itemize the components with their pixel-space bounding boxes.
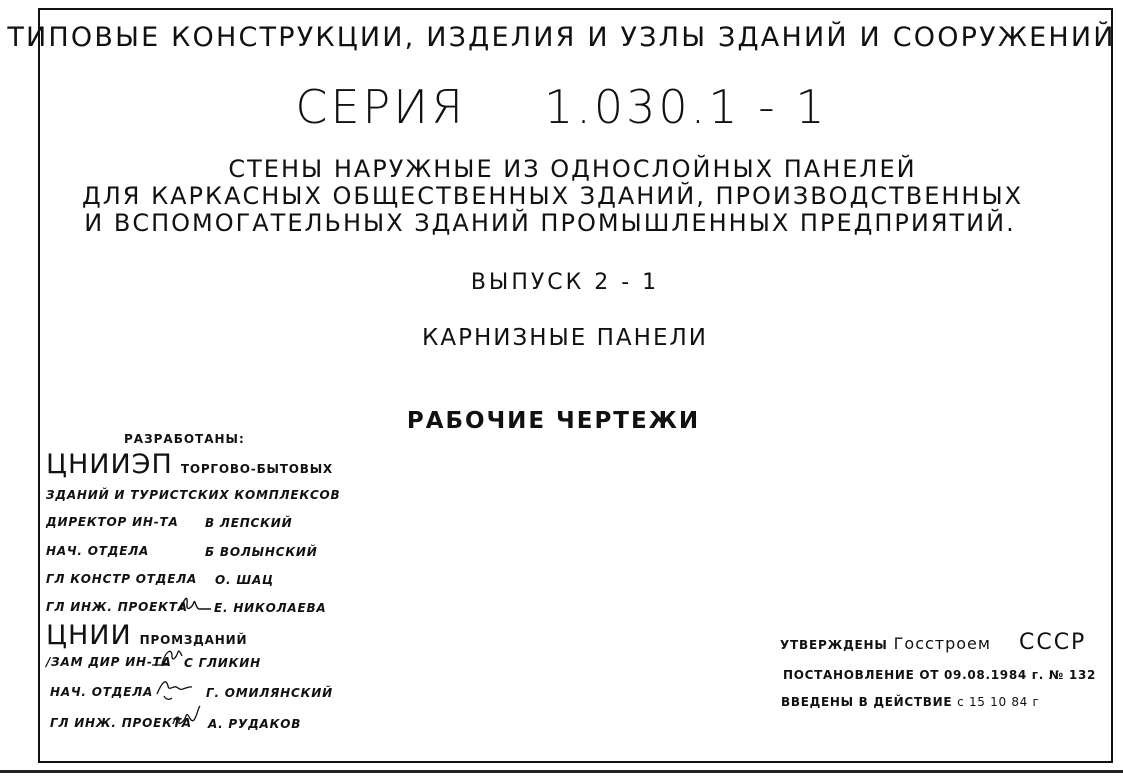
org1-desc-line2: ЗДАНИЙ И ТУРИСТСКИХ КОМПЛЕКСОВ <box>46 488 341 502</box>
approved-country: СССР <box>1018 630 1087 655</box>
staff-role: /ЗАМ ДИР ИН-ТА <box>46 655 172 669</box>
approved-by: Госстроем <box>893 634 991 653</box>
developers-heading: РАЗРАБОТАНЫ: <box>124 432 245 446</box>
staff-role: ГЛ ИНЖ. ПРОЕКТА <box>50 716 192 730</box>
signature-rudakov <box>170 702 204 730</box>
staff-role: ГЛ ИНЖ. ПРОЕКТА <box>46 600 188 614</box>
subtitle-line-3: И ВСПОМОГАТЕЛЬНЫХ ЗДАНИЙ ПРОМЫШЛЕННЫХ ПРЕДПРИЯТИЙ. <box>84 209 1016 237</box>
org2-desc: ПРОМЗДАНИЙ <box>139 633 248 647</box>
org1-name: ЦНИИЭП <box>46 449 173 480</box>
approval-line <box>780 632 1086 654</box>
staff-role: ГЛ КОНСТР ОТДЕЛА <box>46 572 198 586</box>
staff-name: Б ВОЛЫНСКИЙ <box>205 545 318 559</box>
document-header: ТИПОВЫЕ КОНСТРУКЦИИ, ИЗДЕЛИЯ И УЗЛЫ ЗДАНИЙ И СООРУЖЕНИЙ <box>7 22 1116 53</box>
staff-name: Г. ОМИЛЯНСКИЙ <box>206 686 333 700</box>
org2-line <box>46 622 247 649</box>
bottom-rule <box>0 770 1123 773</box>
working-drawings-title: РАБОЧИЕ ЧЕРТЕЖИ <box>406 408 701 434</box>
enacted-line <box>781 696 1040 708</box>
signature-nikolaeva <box>178 590 212 616</box>
subtitle-line-1: СТЕНЫ НАРУЖНЫЕ ИЗ ОДНОСЛОЙНЫХ ПАНЕЛЕЙ <box>228 155 917 183</box>
staff-name: Е. НИКОЛАЕВА <box>214 601 327 615</box>
decree-line: ПОСТАНОВЛЕНИЕ ОТ 09.08.1984 г. № 132 <box>783 668 1097 682</box>
staff-role: ДИРЕКТОР ИН-ТА <box>46 515 179 529</box>
staff-name: О. ШАЦ <box>215 573 274 587</box>
staff-role: НАЧ. ОТДЕЛА <box>50 685 154 699</box>
signature-glikin <box>150 644 184 670</box>
staff-name: А. РУДАКОВ <box>208 717 302 731</box>
org1-line <box>46 451 333 478</box>
series-label: СЕРИЯ <box>295 80 466 134</box>
subtitle-line-2: ДЛЯ КАРКАСНЫХ ОБЩЕСТВЕННЫХ ЗДАНИЙ, ПРОИЗВОДСТВЕННЫХ <box>82 182 1024 210</box>
enacted-date: с 15 10 84 г <box>957 695 1040 709</box>
issue-number: ВЫПУСК 2 - 1 <box>470 270 660 295</box>
staff-name: С ГЛИКИН <box>184 656 261 670</box>
series-number: 1.030.1 - 1 <box>543 80 828 134</box>
org1-desc-line1: ТОРГОВО-БЫТОВЫХ <box>180 462 333 476</box>
approved-label: УТВЕРЖДЕНЫ <box>780 638 888 652</box>
signature-omilyansky <box>154 672 194 702</box>
enacted-label: ВВЕДЕНЫ В ДЕЙСТВИЕ <box>781 695 953 709</box>
panels-title: КАРНИЗНЫЕ ПАНЕЛИ <box>422 325 708 351</box>
series-title <box>0 80 1123 134</box>
staff-name: В ЛЕПСКИЙ <box>205 516 293 530</box>
org2-name: ЦНИИ <box>46 620 132 651</box>
staff-role: НАЧ. ОТДЕЛА <box>46 544 150 558</box>
